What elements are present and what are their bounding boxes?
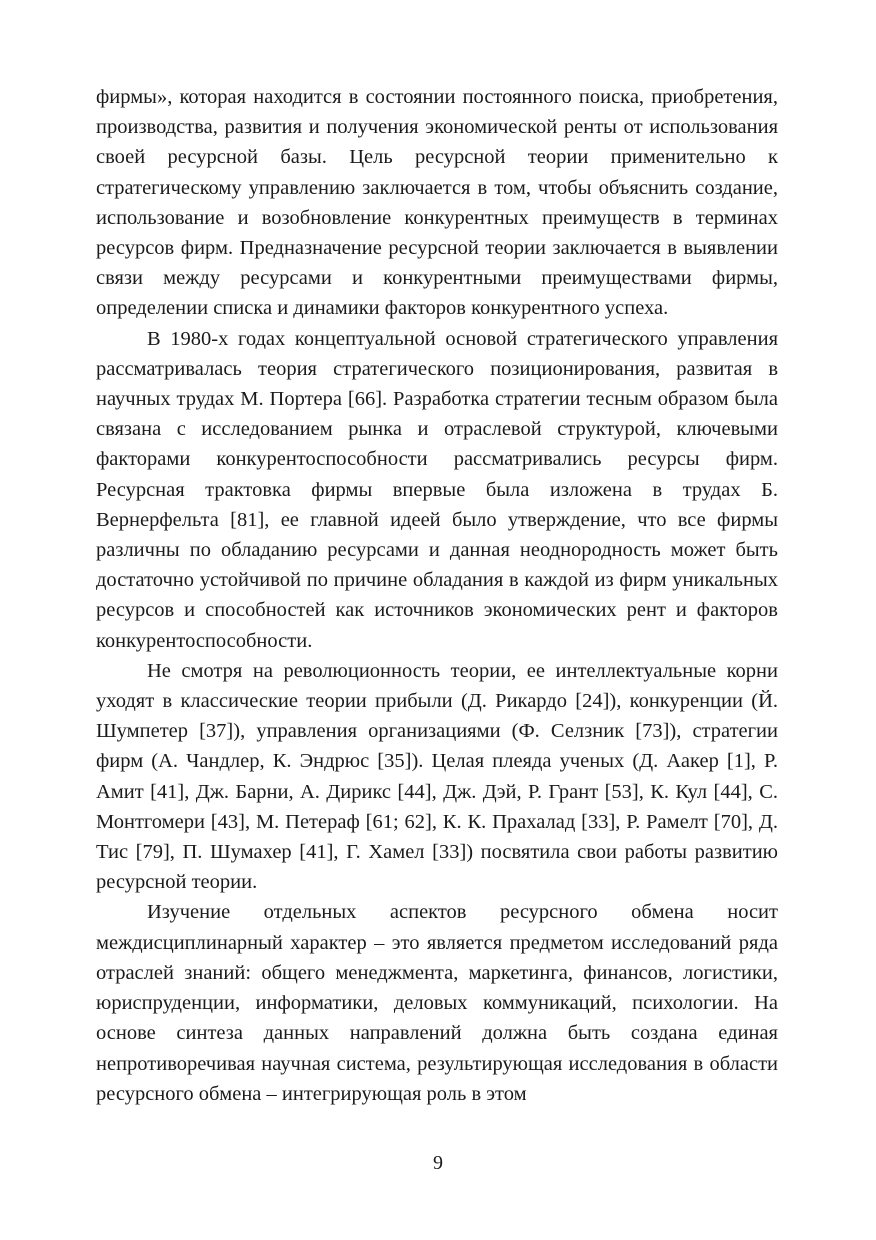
page-number: 9 bbox=[433, 1152, 443, 1174]
text-body bbox=[96, 82, 778, 1109]
paragraph-2: В 1980-х годах концептуальной основой стратегического управления рассматривалась теория стратегического позиционирования, развитая в научных трудах М. Портера [66]. Разработка стратегии тесным образом была связана с исследованием рынка и отраслевой структурой, ключевыми факторами конкурентоспособности рассматривались ресурсы фирм. Ресурсная трактовка фирмы впервые была изложена в трудах Б. Вернерфельта [81], ее главной идеей было утверждение, что все фирмы различны по обладанию ресурсами и данная неоднородность может быть достаточно устойчивой по причине обладания в каждой из фирм уникальных ресурсов и способностей как источников экономических рент и факторов конкурентоспособности. bbox=[96, 327, 778, 652]
paragraph-4: Изучение отдельных аспектов ресурсного обмена носит междисциплинарный характер – это является предметом исследований ряда отраслей знаний: общего менеджмента, маркетинга, финансов, логистики, юриспруденции, информатики, деловых коммуникаций, психологии. На основе синтеза данных направлений должна быть создана единая непротиворечивая научная система, результирующая исследования в области ресурсного обмена – интегрирующая роль в этом bbox=[96, 901, 778, 1105]
paragraph-1-continuation: фирмы», которая находится в состоянии постоянного поиска, приобретения, производства, развития и получения экономической ренты от использования своей ресурсной базы. Цель ресурсной теории применительно к стратегическому управлению заключается в том, чтобы объяснить создание, использование и возобновление конкурентных преимуществ в терминах ресурсов фирм. Предназначение ресурсной теории заключается в выявлении связи между ресурсами и конкурентными преимуществами фирмы, определении списка и динамики факторов конкурентного успеха. bbox=[96, 86, 778, 320]
paragraph-3: Не смотря на революционность теории, ее интеллектуальные корни уходят в классические теории прибыли (Д. Рикардо [24]), конкуренции (Й. Шумпетер [37]), управления организациями (Ф. Селзник [73]), стратегии фирм (А. Чандлер, К. Эндрюс [35]). Целая плеяда ученых (Д. Аакер [1], Р. Амит [41], Дж. Барни, А. Дирикс [44], Дж. Дэй, Р. Грант [53], К. Кул [44], С. Монтгомери [43], М. Петераф [61; 62], К. К. Прахалад [33], Р. Рамелт [70], Д. Тис [79], П. Шумахер [41], Г. Хамел [33]) посвятила свои работы развитию ресурсной теории. bbox=[96, 659, 778, 894]
